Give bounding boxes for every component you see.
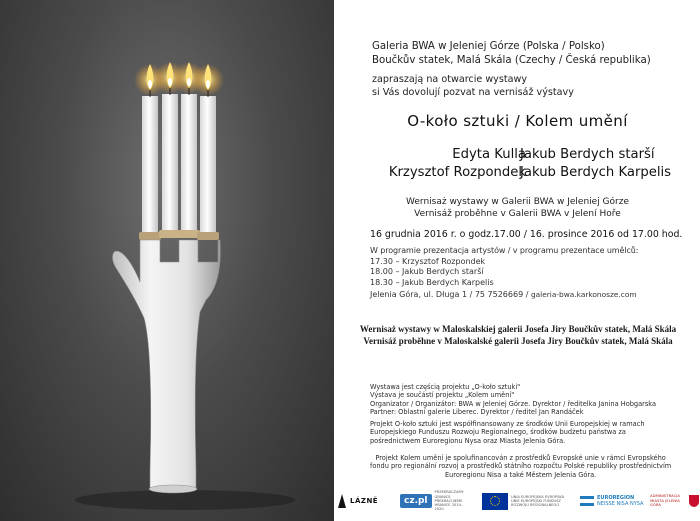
organizer-cz: Boučkův statek, Malá Skála (Czechy / Česká republika) <box>372 55 651 66</box>
info-line: Partner: Oblastní galerie Liberec. Dyrektor / ředitel Jan Randáček <box>370 407 584 416</box>
euroregion-icon <box>580 496 594 506</box>
invite-cz: si Vás dovolují pozvat na vernisáž výstavy <box>372 86 574 98</box>
organizer-pl: Galeria BWA w Jeleniej Górze (Polska / Polsko) <box>372 41 605 52</box>
eu-logo: UNIA EUROPEJSKA EVROPSKÁ UNIE EUROPEJSKI FUNDUSZ ROZWOJU REGIONALNEGO <box>482 490 569 512</box>
city-logo: ADMINISTRACJA MIASTA JELENIA GÓRA <box>650 490 699 512</box>
lazne-icon <box>338 494 346 508</box>
artists-left <box>346 146 526 182</box>
funding-line: fondu pro regionální rozvoj a prostředků státního rozpočtu Polské republiky prostřednictvím <box>370 462 672 471</box>
program <box>370 246 638 288</box>
artist-name: Jakub Berdych Karpelis <box>520 165 672 180</box>
exhibition-title: O-koło sztuki / Kolem umění <box>407 112 628 130</box>
mala-skala-vernissage <box>336 324 700 347</box>
vernissage-cz: Vernisáž proběhne v Galerii BWA v Jelení Hoře <box>414 208 621 219</box>
organizers <box>372 40 651 68</box>
info-line: Organizator / Organizátor: BWA w Jeleniej Górze. Dyrektor / ředitelka Janina Hobgarska <box>370 399 657 408</box>
project-info <box>370 383 656 416</box>
info-line: Výstava je součástí projektu „Kolem umění" <box>370 391 515 400</box>
event-date: 16 grudnia 2016 r. o godz.17.00 / 16. prosince 2016 od 17.00 hod. <box>370 229 683 240</box>
funding-pl <box>370 420 645 445</box>
funding-line: pośrednictwem Euroregionu Nysa oraz Miasta Jelenia Góra. <box>370 436 566 445</box>
funding-line: Euroregionu Nisa a také Městem Jelenia Góra. <box>444 470 597 479</box>
funding-line: Projekt O-koło sztuki jest współfinansowany ze środków Unii Europejskiej w ramach <box>370 420 645 428</box>
contact-line <box>370 290 637 299</box>
funding-cz <box>370 454 671 479</box>
website-link[interactable]: galeria-bwa.karkonosze.com <box>530 290 637 299</box>
program-item: 18.00 – Jakub Berdych starší <box>370 267 484 276</box>
vernissage-info <box>335 197 700 220</box>
artists-right <box>520 146 671 182</box>
vernissage-pl: Wernisaż wystawy w Galerii BWA w Jeleniej Górze <box>406 197 629 207</box>
city-crest-icon <box>689 495 699 507</box>
address: Jelenia Góra, ul. Długa 1 / 75 7526669 / <box>370 290 531 299</box>
czpl-logo: cz.pl PRZEKRACZAMY GRANICE PŘEKRAČUJEME HRANICE 2014–2020 <box>400 490 469 512</box>
candle-hand-illustration <box>0 0 334 521</box>
floor-shadow <box>75 490 295 510</box>
sponsor-logos <box>334 490 700 512</box>
invite-pl: zapraszają na otwarcie wystawy <box>372 74 528 85</box>
funding-line: Europejskiego Funduszu Rozwoju Regionalnego, środków budżetu państwa za <box>370 428 626 437</box>
malo-cz: Vernisáž proběhne v Maloskalské galerii Josefa Jiry Boučkův statek, Malá Skála <box>363 335 673 346</box>
candle-hand-photo <box>0 0 334 521</box>
artist-name: Krzysztof Rozpondek <box>388 165 526 180</box>
invitation-line <box>372 74 574 99</box>
euroregion-logo: EUROREGION NEISSE NISA NYSA <box>580 490 643 512</box>
program-item: 18.30 – Jakub Berdych Karpelis <box>370 277 494 287</box>
eu-flag-icon <box>482 493 508 510</box>
info-line: Wystawa jest częścią projektu „O-koło sztuki" <box>370 383 521 391</box>
artist-name: Jakub Berdych starší <box>520 147 655 162</box>
malo-pl: Wernisaż wystawy w Maloskalskiej galerii Josefa Jiry Boučkův statek, Malá Skála <box>359 324 677 334</box>
program-item: 17.30 – Krzysztof Rozpondek <box>370 256 486 266</box>
candles <box>142 88 216 236</box>
porcelain-hand <box>113 240 221 488</box>
funding-line: Projekt Kolem umění je spolufinancován z prostředků Evropské unie v rámci Evropského <box>375 454 666 462</box>
program-intro: W programie prezentacja artystów / v programu prezentace umělců: <box>370 246 639 255</box>
artist-name: Edyta Kulla <box>452 147 526 162</box>
lazne-logo: LÁZNĚ <box>338 490 378 512</box>
